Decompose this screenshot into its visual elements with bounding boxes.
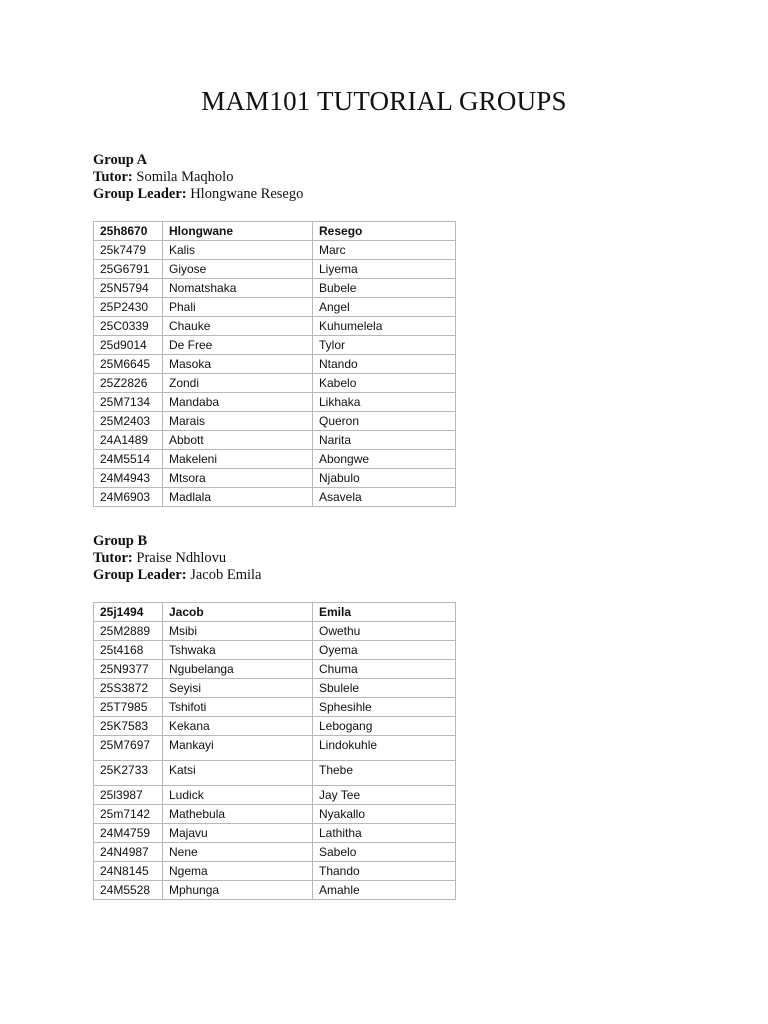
surname-cell: Mathebula [163,805,313,824]
surname-cell: Phali [163,298,313,317]
tutor-label: Tutor: [93,550,133,566]
student-number-cell: 25M7134 [94,393,163,412]
student-number-cell: 25M2889 [94,622,163,641]
first-name-cell: Lindokuhle [313,736,456,761]
first-name-cell: Marc [313,241,456,260]
first-name-cell: Angel [313,298,456,317]
first-name-cell: Thando [313,862,456,881]
tutor-value: Somila Maqholo [136,169,234,185]
first-name-cell: Lathitha [313,824,456,843]
surname-cell: Kalis [163,241,313,260]
table-row [94,698,456,717]
table-row [94,279,456,298]
table-row [94,317,456,336]
group-a-roster-table [93,221,456,507]
table-row [94,603,456,622]
table-row [94,736,456,761]
student-number-cell: 25l3987 [94,786,163,805]
table-row [94,431,456,450]
table-row [94,412,456,431]
first-name-cell: Queron [313,412,456,431]
surname-cell: Seyisi [163,679,313,698]
first-name-cell: Likhaka [313,393,456,412]
table-row [94,241,456,260]
group-name: Group A [93,152,148,168]
table-row [94,805,456,824]
surname-cell: Giyose [163,260,313,279]
surname-cell: Ludick [163,786,313,805]
first-name-cell: Owethu [313,622,456,641]
group-b-heading [93,533,456,550]
student-number-cell: 25K7583 [94,717,163,736]
table-row [94,336,456,355]
surname-cell: Abbott [163,431,313,450]
first-name-cell: Sbulele [313,679,456,698]
first-name-cell: Abongwe [313,450,456,469]
student-number-cell: 25M2403 [94,412,163,431]
first-name-cell: Tylor [313,336,456,355]
first-name-cell: Sabelo [313,843,456,862]
student-number-cell: 25T7985 [94,698,163,717]
student-number-cell: 25k7479 [94,241,163,260]
student-number-cell: 25h8670 [94,222,163,241]
student-number-cell: 24M6903 [94,488,163,507]
first-name-cell: Asavela [313,488,456,507]
tutor-label: Tutor: [93,169,133,185]
surname-cell: Tshifoti [163,698,313,717]
surname-cell: Mphunga [163,881,313,900]
first-name-cell: Njabulo [313,469,456,488]
surname-cell: Marais [163,412,313,431]
surname-cell: Mandaba [163,393,313,412]
surname-cell: Hlongwane [163,222,313,241]
first-name-cell: Bubele [313,279,456,298]
student-number-cell: 25S3872 [94,679,163,698]
first-name-cell: Narita [313,431,456,450]
student-number-cell: 25C0339 [94,317,163,336]
tutor-value: Praise Ndhlovu [136,550,227,566]
first-name-cell: Chuma [313,660,456,679]
table-row [94,824,456,843]
surname-cell: Kekana [163,717,313,736]
student-number-cell: 24A1489 [94,431,163,450]
table-row [94,488,456,507]
page-title: MAM101 TUTORIAL GROUPS [201,86,567,116]
student-number-cell: 24M4759 [94,824,163,843]
first-name-cell: Sphesihle [313,698,456,717]
first-name-cell: Kabelo [313,374,456,393]
student-number-cell: 25M6645 [94,355,163,374]
surname-cell: Katsi [163,761,313,786]
group-a-tutor-line [93,169,456,186]
group-b-section [93,533,456,900]
table-row [94,355,456,374]
leader-label: Group Leader: [93,186,187,202]
group-name: Group B [93,533,148,549]
first-name-cell: Nyakallo [313,805,456,824]
student-number-cell: 24M4943 [94,469,163,488]
student-number-cell: 25M7697 [94,736,163,761]
table-row [94,222,456,241]
group-a-leader-line [93,186,456,203]
student-number-cell: 24N4987 [94,843,163,862]
table-row [94,450,456,469]
group-b-roster-table [93,602,456,900]
surname-cell: Ngubelanga [163,660,313,679]
surname-cell: Msibi [163,622,313,641]
student-number-cell: 25j1494 [94,603,163,622]
first-name-cell: Kuhumelela [313,317,456,336]
student-number-cell: 25G6791 [94,260,163,279]
table-row [94,862,456,881]
surname-cell: Jacob [163,603,313,622]
first-name-cell: Thebe [313,761,456,786]
student-number-cell: 25K2733 [94,761,163,786]
student-number-cell: 25m7142 [94,805,163,824]
first-name-cell: Resego [313,222,456,241]
surname-cell: Nene [163,843,313,862]
student-number-cell: 25t4168 [94,641,163,660]
group-b-leader-line [93,567,456,584]
first-name-cell: Ntando [313,355,456,374]
group-a-section [93,152,456,507]
surname-cell: Zondi [163,374,313,393]
group-a-heading [93,152,456,169]
table-row [94,786,456,805]
surname-cell: Makeleni [163,450,313,469]
surname-cell: Madlala [163,488,313,507]
leader-value: Hlongwane Resego [190,186,304,202]
surname-cell: De Free [163,336,313,355]
first-name-cell: Lebogang [313,717,456,736]
surname-cell: Mankayi [163,736,313,761]
first-name-cell: Amahle [313,881,456,900]
student-number-cell: 25P2430 [94,298,163,317]
student-number-cell: 25Z2826 [94,374,163,393]
student-number-cell: 24M5528 [94,881,163,900]
table-row [94,717,456,736]
student-number-cell: 24N8145 [94,862,163,881]
table-row [94,843,456,862]
surname-cell: Masoka [163,355,313,374]
first-name-cell: Liyema [313,260,456,279]
table-row [94,298,456,317]
first-name-cell: Oyema [313,641,456,660]
table-row [94,374,456,393]
student-number-cell: 25d9014 [94,336,163,355]
group-b-tutor-line [93,550,456,567]
surname-cell: Chauke [163,317,313,336]
table-row [94,469,456,488]
student-number-cell: 24M5514 [94,450,163,469]
table-row [94,881,456,900]
leader-value: Jacob Emila [190,567,262,583]
surname-cell: Nomatshaka [163,279,313,298]
table-row [94,260,456,279]
table-row [94,622,456,641]
first-name-cell: Jay Tee [313,786,456,805]
table-row [94,679,456,698]
surname-cell: Mtsora [163,469,313,488]
table-row [94,761,456,786]
surname-cell: Tshwaka [163,641,313,660]
student-number-cell: 25N9377 [94,660,163,679]
surname-cell: Majavu [163,824,313,843]
student-number-cell: 25N5794 [94,279,163,298]
surname-cell: Ngema [163,862,313,881]
table-row [94,660,456,679]
table-row [94,641,456,660]
table-row [94,393,456,412]
leader-label: Group Leader: [93,567,187,583]
first-name-cell: Emila [313,603,456,622]
